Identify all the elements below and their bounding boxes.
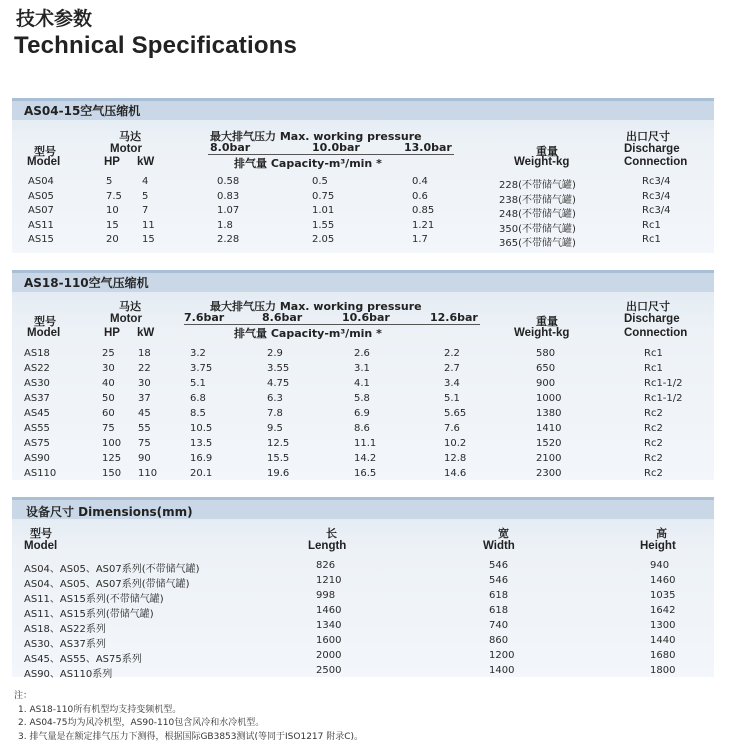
page-title-en: Technical Specifications [14,32,298,59]
header-capacity: 排气量 Capacity-m³/min * [234,157,382,170]
length-cell: 1210 [316,575,342,586]
header-kw: kW [137,327,155,339]
header-height-cn: 高 [656,527,667,540]
weight-cell: 650 [536,363,556,374]
header-connection-cn: 出口尺寸 [626,130,670,143]
model-cell: AS90 [24,453,50,464]
capacity-cell: 9.5 [267,423,283,434]
capacity-cell: 8.6 [354,423,370,434]
model-cell: AS11、AS15系列(带储气罐) [24,609,154,620]
height-cell: 1300 [650,620,676,631]
header-pressure-3: 10.6bar [342,311,390,324]
model-cell: AS75 [24,438,50,449]
note-2: 2. AS04-75均为风冷机型，AS90-110包含风冷和水冷机型。 [18,718,265,728]
hp-cell: 5 [106,176,113,187]
connection-cell: Rc2 [644,468,663,479]
width-cell: 1200 [489,650,515,661]
height-cell: 940 [650,560,670,571]
header-model-cn: 型号 [34,315,56,328]
header-hp: HP [104,327,120,339]
section-header-line [12,98,714,101]
connection-cell: Rc2 [644,408,663,419]
length-cell: 1600 [316,635,342,646]
weight-cell: 248(不带储气罐) [499,209,576,220]
model-cell: AS07 [28,205,54,216]
weight-cell: 580 [536,348,556,359]
capacity-cell: 5.65 [444,408,467,419]
capacity-cell: 2.2 [444,348,460,359]
header-model-en: Model [24,540,58,552]
capacity-cell: 3.1 [354,363,370,374]
model-cell: AS18 [24,348,50,359]
header-model-en: Model [27,156,61,168]
hp-cell: 150 [102,468,122,479]
capacity-cell: 4.75 [267,378,290,389]
capacity-cell: 4.1 [354,378,370,389]
header-pressure-4: 12.6bar [430,311,478,324]
weight-cell: 1380 [536,408,562,419]
capacity-cell: 1.21 [412,219,435,231]
hp-cell: 15 [106,219,119,231]
section-header-line [12,270,714,273]
kw-cell: 18 [138,348,151,359]
header-pressure: 最大排气压力 Max. working pressure [210,130,422,143]
capacity-cell: 0.5 [312,176,328,187]
model-cell: AS04、AS05、AS07系列(不带储气罐) [24,564,200,575]
connection-cell: Rc1 [644,348,663,359]
capacity-cell: 1.7 [412,234,428,245]
capacity-cell: 2.28 [217,234,240,245]
capacity-cell: 16.9 [190,453,213,464]
capacity-cell: 2.05 [312,234,335,245]
header-pressure-2: 10.0bar [312,141,360,154]
capacity-cell: 5.8 [354,393,370,404]
header-length-en: Length [308,540,347,552]
height-cell: 1035 [650,590,676,601]
notes-label: 注： [14,691,33,701]
length-cell: 2500 [316,665,342,676]
connection-cell: Rc1-1/2 [644,393,683,404]
hp-cell: 7.5 [106,190,122,202]
note-1: 1. AS18-110所有机型均支持变频机型。 [18,704,182,715]
length-cell: 1460 [316,605,342,616]
hp-cell: 100 [102,438,122,449]
weight-cell: 900 [536,378,556,389]
header-width-cn: 宽 [498,527,509,540]
capacity-cell: 15.5 [267,453,290,464]
width-cell: 546 [489,575,509,586]
model-cell: AS55 [24,423,50,434]
capacity-cell: 13.5 [190,438,213,449]
model-cell: AS90、AS110系列 [24,669,113,680]
capacity-cell: 2.9 [267,348,283,359]
capacity-cell: 10.5 [190,423,213,434]
kw-cell: 110 [138,468,158,479]
kw-cell: 55 [138,423,151,434]
header-model-en: Model [27,327,61,339]
capacity-cell: 3.75 [190,363,213,374]
connection-cell: Rc1 [642,219,661,231]
capacity-cell: 0.6 [412,190,428,202]
header-kw: kW [137,156,155,168]
capacity-cell: 3.2 [190,348,206,359]
hp-cell: 20 [106,234,119,245]
header-weight-en: Weight-kg [514,156,570,168]
model-cell: AS11、AS15系列(不带储气罐) [24,594,164,605]
kw-cell: 15 [142,234,155,245]
height-cell: 1460 [650,575,676,586]
capacity-cell: 0.58 [217,176,240,187]
header-connection-en2: Connection [624,327,688,339]
header-width-en: Width [483,540,515,552]
kw-cell: 75 [138,438,151,449]
model-cell: AS30 [24,378,50,389]
height-cell: 1642 [650,605,676,616]
model-cell: AS18、AS22系列 [24,624,106,635]
model-cell: AS30、AS37系列 [24,639,106,650]
capacity-cell: 14.2 [354,453,377,464]
capacity-cell: 12.5 [267,438,290,449]
capacity-cell: 20.1 [190,468,213,479]
capacity-cell: 1.07 [217,205,240,216]
width-cell: 740 [489,620,509,631]
header-capacity: 排气量 Capacity-m³/min * [234,327,382,340]
section-dimensions [12,497,714,680]
model-cell: AS04 [28,176,54,187]
header-weight-en: Weight-kg [514,327,570,339]
header-model-cn: 型号 [34,145,56,158]
kw-cell: 5 [142,190,149,202]
hp-cell: 40 [102,378,115,389]
length-cell: 826 [316,560,336,571]
header-pressure-1: 8.0bar [210,141,251,154]
model-cell: AS45、AS55、AS75系列 [24,654,142,665]
capacity-cell: 6.9 [354,408,370,419]
header-motor-en: Motor [110,143,142,155]
weight-cell: 365(不带储气罐) [499,238,576,249]
header-motor-cn: 马达 [119,130,141,143]
connection-cell: Rc3/4 [642,190,671,202]
kw-cell: 7 [142,205,149,216]
capacity-cell: 10.2 [444,438,467,449]
notes [14,690,363,744]
capacity-cell: 1.8 [217,219,233,231]
connection-cell: Rc3/4 [642,205,671,216]
width-cell: 860 [489,635,509,646]
width-cell: 618 [489,605,509,616]
capacity-cell: 6.3 [267,393,283,404]
capacity-cell: 7.6 [444,423,460,434]
model-cell: AS11 [28,219,54,231]
weight-cell: 238(不带储气罐) [499,194,576,206]
header-connection-en1: Discharge [624,143,680,155]
capacity-cell: 3.55 [267,363,290,374]
note-3: 3. 排气量是在额定排气压力下测得，根据国际GB3853测试(等同于ISO1217 附录C)。 [18,731,364,742]
header-height-en: Height [640,540,676,552]
capacity-cell: 8.5 [190,408,206,419]
page-title-cn: 技术参数 [16,8,93,30]
header-pressure-1: 7.6bar [184,311,225,324]
model-cell: AS04、AS05、AS07系列(带储气罐) [24,579,190,590]
section-as04-15 [12,98,714,253]
capacity-cell: 0.83 [217,190,240,202]
weight-cell: 228(不带储气罐) [499,180,576,191]
model-cell: AS05 [28,190,54,202]
connection-cell: Rc2 [644,423,663,434]
connection-cell: Rc2 [644,453,663,464]
connection-cell: Rc1 [644,363,663,374]
capacity-cell: 7.8 [267,408,283,419]
kw-cell: 11 [142,219,155,231]
hp-cell: 125 [102,453,122,464]
connection-cell: Rc1-1/2 [644,378,683,389]
capacity-cell: 0.85 [412,205,435,216]
weight-cell: 1520 [536,438,562,449]
hp-cell: 75 [102,423,115,434]
capacity-cell: 5.1 [190,378,206,389]
capacity-cell: 2.7 [444,363,460,374]
capacity-cell: 1.55 [312,219,335,231]
connection-cell: Rc1 [642,234,661,245]
capacity-cell: 19.6 [267,468,290,479]
capacity-cell: 12.8 [444,453,467,464]
header-motor-en: Motor [110,313,142,325]
width-cell: 1400 [489,665,515,676]
weight-cell: 2300 [536,468,562,479]
header-connection-en1: Discharge [624,313,680,325]
header-model-cn: 型号 [30,527,52,540]
model-cell: AS45 [24,408,50,419]
model-cell: AS110 [24,468,57,479]
capacity-cell: 14.6 [444,468,467,479]
weight-cell: 2100 [536,453,562,464]
header-pressure: 最大排气压力 Max. working pressure [210,300,422,313]
weight-cell: 1410 [536,423,562,434]
capacity-cell: 16.5 [354,468,377,479]
length-cell: 2000 [316,650,342,661]
hp-cell: 10 [106,205,119,216]
kw-cell: 90 [138,453,151,464]
capacity-cell: 0.4 [412,176,428,187]
width-cell: 546 [489,560,509,571]
width-cell: 618 [489,590,509,601]
model-cell: AS15 [28,234,54,245]
capacity-cell: 1.01 [312,205,335,216]
capacity-cell: 3.4 [444,378,460,389]
capacity-cell: 5.1 [444,393,460,404]
height-cell: 1680 [650,650,676,661]
kw-cell: 22 [138,363,151,374]
kw-cell: 37 [138,393,151,404]
capacity-cell: 6.8 [190,393,206,404]
header-pressure-3: 13.0bar [404,141,452,154]
height-cell: 1440 [650,635,676,646]
hp-cell: 25 [102,348,115,359]
model-cell: AS22 [24,363,50,374]
height-cell: 1800 [650,665,676,676]
header-connection-cn: 出口尺寸 [626,300,670,313]
section-title: 设备尺寸 Dimensions(mm) [26,505,193,519]
hp-cell: 50 [102,393,115,404]
section-as18-110 [12,270,714,480]
header-motor-cn: 马达 [119,300,141,313]
header-hp: HP [104,156,120,168]
connection-cell: Rc2 [644,438,663,449]
header-length-cn: 长 [326,527,337,540]
length-cell: 998 [316,590,336,601]
kw-cell: 45 [138,408,151,419]
weight-cell: 350(不带储气罐) [499,223,576,235]
model-cell: AS37 [24,393,50,404]
weight-cell: 1000 [536,393,562,404]
capacity-cell: 11.1 [354,438,377,449]
capacity-cell: 2.6 [354,348,370,359]
header-connection-en2: Connection [624,156,688,168]
connection-cell: Rc3/4 [642,176,671,187]
header-pressure-2: 8.6bar [262,311,303,324]
hp-cell: 60 [102,408,115,419]
hp-cell: 30 [102,363,115,374]
header-weight-cn: 重量 [536,315,558,328]
section-title: AS18-110空气压缩机 [24,276,149,290]
length-cell: 1340 [316,620,342,631]
capacity-cell: 0.75 [312,190,335,202]
kw-cell: 30 [138,378,151,389]
section-title: AS04-15空气压缩机 [24,104,141,118]
section-header-line [12,497,714,500]
header-weight-cn: 重量 [536,145,558,158]
kw-cell: 4 [142,176,149,187]
